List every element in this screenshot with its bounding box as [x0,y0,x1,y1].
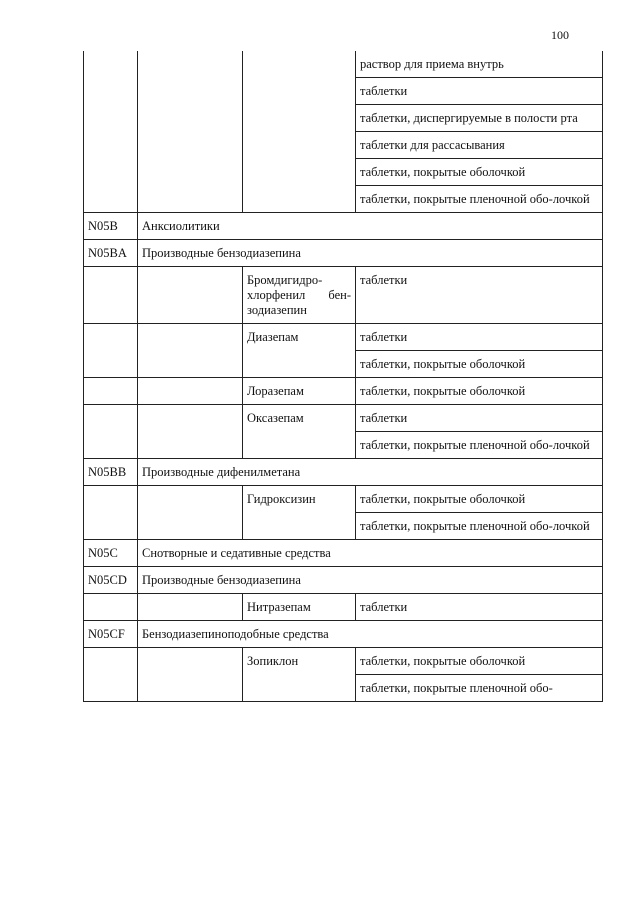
group-name: Производные бензодиазепина [138,567,603,594]
group-name: Производные дифенилметана [138,459,603,486]
group-name: Производные бензодиазепина [138,240,603,267]
atc-code: N05BA [84,240,138,267]
dosage-form-cell: таблетки [356,594,603,621]
table-row [84,324,603,351]
dosage-form-cell: таблетки, покрытые пленочной обо-лочкой [356,513,603,540]
code-cell [84,51,138,213]
table-row [84,594,603,621]
group-cell [138,405,243,459]
dosage-form-cell: таблетки [356,324,603,351]
group-cell [138,378,243,405]
dosage-form-cell: таблетки для рассасывания [356,132,603,159]
drug-name: Диазепам [243,324,356,378]
drug-name: Нитразепам [243,594,356,621]
group-name: Бензодиазепиноподобные средства [138,621,603,648]
group-name: Снотворные и седативные средства [138,540,603,567]
drug-name: Бромдигидро-хлорфенил бен-зодиазепин [243,267,356,324]
dosage-form-cell: таблетки, покрытые пленочной обо-лочкой [356,432,603,459]
dosage-form-cell: таблетки [356,78,603,105]
drug-name: Оксазепам [243,405,356,459]
group-cell [138,486,243,540]
table-row [84,51,603,78]
group-row-n05b [84,213,603,240]
atc-code: N05CF [84,621,138,648]
dosage-form-cell: таблетки, покрытые пленочной обо-лочкой [356,186,603,213]
group-cell [138,51,243,213]
table-row [84,378,603,405]
group-row-n05cf [84,621,603,648]
code-cell [84,267,138,324]
dosage-form-cell: таблетки, покрытые оболочкой [356,351,603,378]
group-cell [138,594,243,621]
group-cell [138,648,243,702]
dosage-form-cell: таблетки [356,405,603,432]
code-cell [84,324,138,378]
group-cell [138,324,243,378]
code-cell [84,405,138,459]
dosage-form-cell: таблетки, покрытые оболочкой [356,486,603,513]
group-row-n05ba [84,240,603,267]
code-cell [84,378,138,405]
drug-name: Зопиклон [243,648,356,702]
table-row [84,267,603,324]
drug-name: Лоразепам [243,378,356,405]
atc-code: N05BB [84,459,138,486]
table-row [84,648,603,675]
dosage-form-cell: раствор для приема внутрь [356,51,603,78]
table-row [84,486,603,513]
code-cell [84,486,138,540]
table-row [84,405,603,432]
group-row-n05cd [84,567,603,594]
drug-table [83,51,603,702]
atc-code: N05C [84,540,138,567]
atc-code: N05CD [84,567,138,594]
dosage-form-cell: таблетки, диспергируемые в полости рта [356,105,603,132]
group-row-n05bb [84,459,603,486]
dosage-form-cell: таблетки [356,267,603,324]
dosage-form-cell: таблетки, покрытые пленочной обо- [356,675,603,702]
code-cell [84,594,138,621]
page-number: 100 [551,28,569,42]
drug-name: Гидроксизин [243,486,356,540]
dosage-form-cell: таблетки, покрытые оболочкой [356,159,603,186]
dosage-form-cell: таблетки, покрытые оболочкой [356,648,603,675]
atc-code: N05B [84,213,138,240]
code-cell [84,648,138,702]
group-cell [138,267,243,324]
drug-name-cell [243,51,356,213]
group-row-n05c [84,540,603,567]
group-name: Анксиолитики [138,213,603,240]
dosage-form-cell: таблетки, покрытые оболочкой [356,378,603,405]
